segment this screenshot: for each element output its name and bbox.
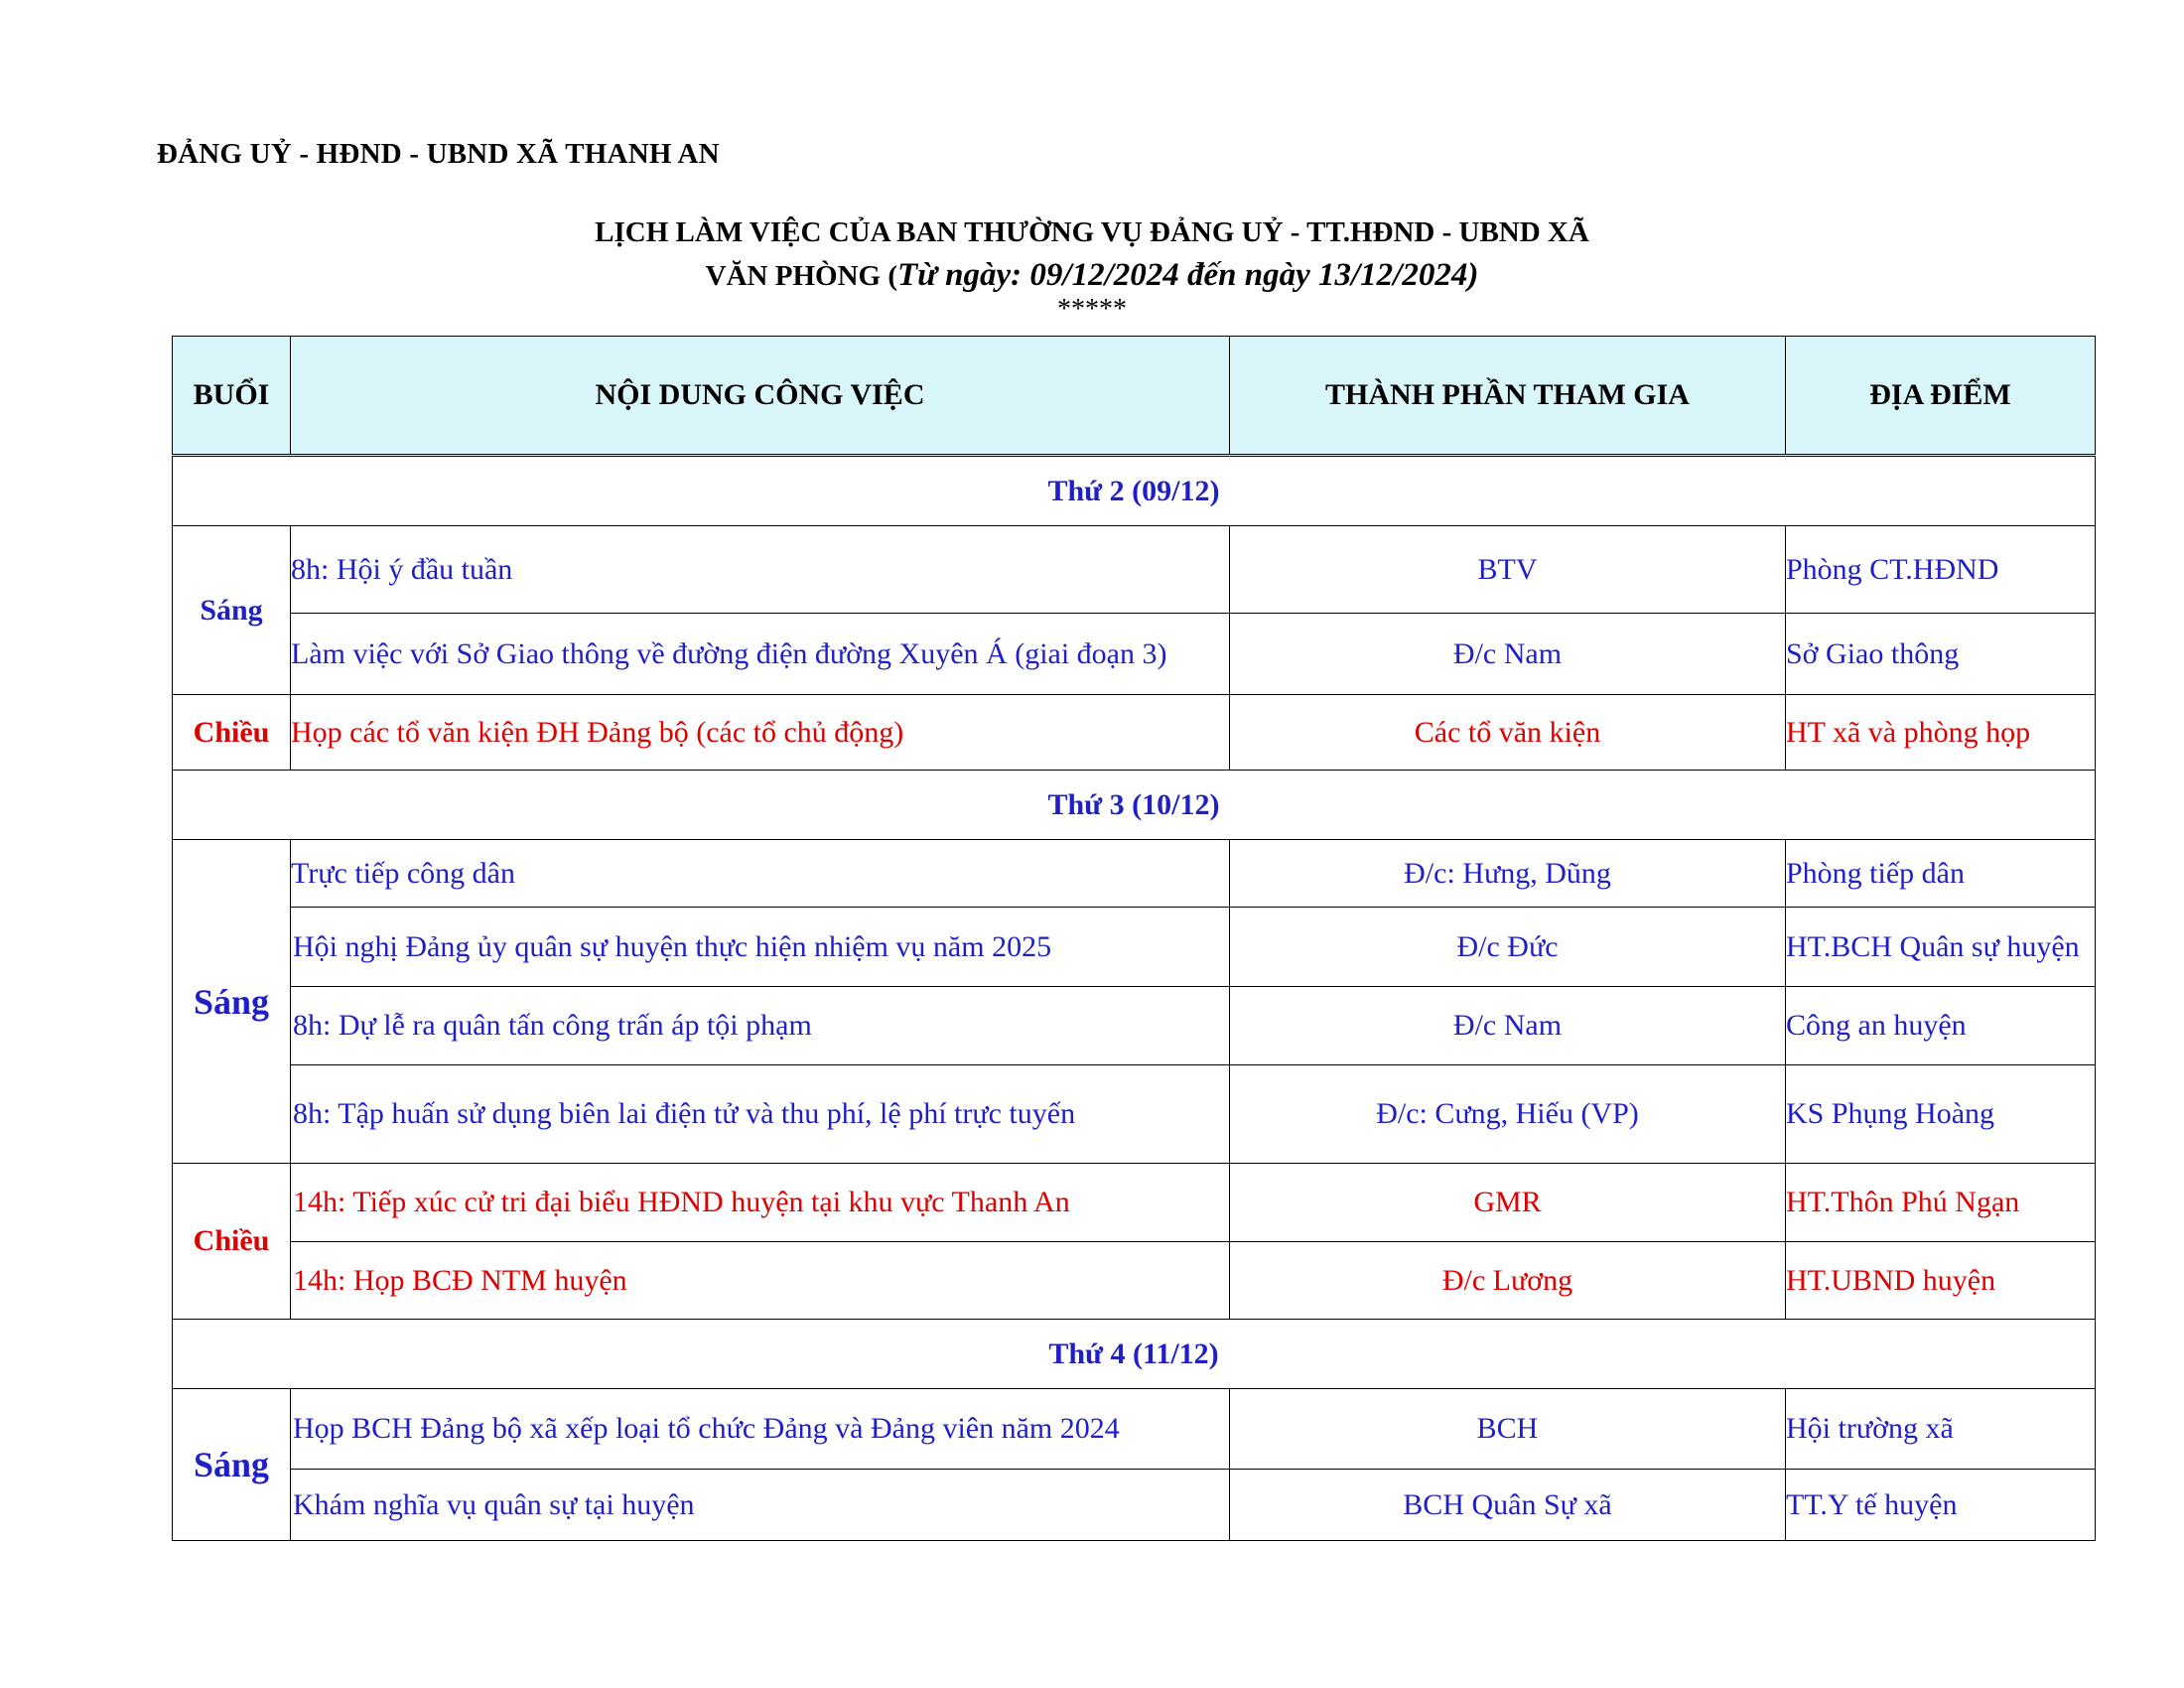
task-location: TT.Y tế huyện	[1786, 1470, 2096, 1541]
day-label: Thứ 2 (09/12)	[173, 456, 2096, 526]
task-content: Trực tiếp công dân	[291, 840, 1230, 908]
task-location: HT.UBND huyện	[1786, 1242, 2096, 1320]
task-content: 14h: Tiếp xúc cử tri đại biểu HĐND huyện tại khu vực Thanh An	[291, 1164, 1230, 1242]
task-content: 8h: Dự lễ ra quân tấn công trấn áp tội phạm	[291, 987, 1230, 1065]
separator-stars: *****	[1057, 294, 1127, 325]
table-row	[173, 526, 2096, 614]
column-header-content: NỘI DUNG CÔNG VIỆC	[291, 337, 1230, 456]
task-participants: Đ/c: Cưng, Hiếu (VP)	[1230, 1065, 1786, 1164]
table-row	[173, 1164, 2096, 1242]
date-range: Từ ngày: 09/12/2024 đến ngày 13/12/2024)	[896, 257, 1479, 293]
task-content: Họp các tổ văn kiện ĐH Đảng bộ (các tổ chủ động)	[291, 695, 1230, 771]
task-location: HT.BCH Quân sự huyện	[1786, 908, 2096, 987]
task-content: 8h: Tập huấn sử dụng biên lai điện tử và thu phí, lệ phí trực tuyến	[291, 1065, 1230, 1164]
task-participants: Đ/c Lương	[1230, 1242, 1786, 1320]
task-location: Hội trường xã	[1786, 1389, 2096, 1470]
table-row	[173, 840, 2096, 908]
day-label: Thứ 3 (10/12)	[173, 771, 2096, 840]
task-content: Họp BCH Đảng bộ xã xếp loại tổ chức Đảng và Đảng viên năm 2024	[291, 1389, 1230, 1470]
task-participants: Đ/c Đức	[1230, 908, 1786, 987]
table-row	[173, 1389, 2096, 1470]
table-row	[173, 614, 2096, 695]
task-content: 8h: Hội ý đầu tuần	[291, 526, 1230, 614]
task-participants: Đ/c Nam	[1230, 987, 1786, 1065]
task-participants: GMR	[1230, 1164, 1786, 1242]
column-header-session: BUỔI	[173, 337, 291, 456]
task-content: Hội nghị Đảng ủy quân sự huyện thực hiện nhiệm vụ năm 2025	[291, 908, 1230, 987]
document-subtitle	[0, 256, 2184, 295]
task-location: HT.Thôn Phú Ngạn	[1786, 1164, 2096, 1242]
task-location: Công an huyện	[1786, 987, 2096, 1065]
schedule-table	[172, 336, 2096, 1541]
table-row	[173, 1470, 2096, 1541]
task-content: 14h: Họp BCĐ NTM huyện	[291, 1242, 1230, 1320]
task-location: Sở Giao thông	[1786, 614, 2096, 695]
task-participants: BCH Quân Sự xã	[1230, 1470, 1786, 1541]
task-participants: BCH	[1230, 1389, 1786, 1470]
session-label: Chiều	[173, 1164, 291, 1320]
task-participants: Đ/c: Hưng, Dũng	[1230, 840, 1786, 908]
task-location: Phòng CT.HĐND	[1786, 526, 2096, 614]
day-row	[173, 771, 2096, 840]
task-location: Phòng tiếp dân	[1786, 840, 2096, 908]
task-participants: BTV	[1230, 526, 1786, 614]
session-label: Sáng	[173, 840, 291, 1164]
task-location: HT xã và phòng họp	[1786, 695, 2096, 771]
table-row	[173, 695, 2096, 771]
task-participants: Các tổ văn kiện	[1230, 695, 1786, 771]
document-title: LỊCH LÀM VIỆC CỦA BAN THƯỜNG VỤ ĐẢNG UỶ - TT.HĐND - UBND XÃ	[595, 216, 1589, 248]
task-content: Làm việc với Sở Giao thông về đường điện đường Xuyên Á (giai đoạn 3)	[291, 614, 1230, 695]
column-header-participants: THÀNH PHẦN THAM GIA	[1230, 337, 1786, 456]
office-label: VĂN PHÒNG (	[705, 260, 897, 292]
task-content: Khám nghĩa vụ quân sự tại huyện	[291, 1470, 1230, 1541]
table-row	[173, 1065, 2096, 1164]
day-row	[173, 1320, 2096, 1389]
task-participants: Đ/c Nam	[1230, 614, 1786, 695]
table-row	[173, 1242, 2096, 1320]
day-label: Thứ 4 (11/12)	[173, 1320, 2096, 1389]
organization-title: ĐẢNG UỶ - HĐND - UBND XÃ THANH AN	[157, 138, 720, 170]
session-label: Sáng	[173, 526, 291, 695]
header-row	[173, 337, 2096, 456]
table-row	[173, 987, 2096, 1065]
session-label: Sáng	[173, 1389, 291, 1541]
task-location: KS Phụng Hoàng	[1786, 1065, 2096, 1164]
table-row	[173, 908, 2096, 987]
column-header-location: ĐỊA ĐIỂM	[1786, 337, 2096, 456]
day-row	[173, 456, 2096, 526]
session-label: Chiều	[173, 695, 291, 771]
